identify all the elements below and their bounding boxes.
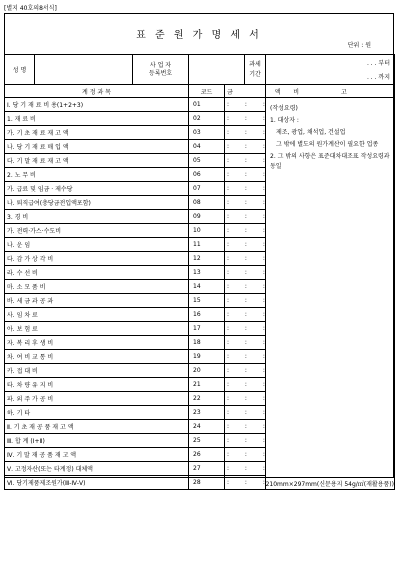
form-title: 표 준 원 가 명 세 서 [136, 30, 262, 41]
account-code: 23 [189, 406, 225, 420]
account-code: 03 [189, 126, 225, 140]
account-item-label: Ⅱ. 기 초 재 공 품 재 고 액 [5, 420, 189, 434]
account-code: 11 [189, 238, 225, 252]
amount-field[interactable]: : : : [225, 252, 266, 266]
account-item-label: 마. 소 모 품 비 [5, 280, 189, 294]
account-code: 19 [189, 350, 225, 364]
name-label: 성 명 [5, 55, 35, 85]
account-code: 27 [189, 462, 225, 476]
amount-field[interactable]: : : : [225, 140, 266, 154]
bizno-label-line2: 등록번호 [148, 69, 173, 77]
remarks-column-header: 비 고 [266, 85, 395, 98]
account-item-label: 사. 임 차 료 [5, 308, 189, 322]
account-item-label: 나. 운 임 [5, 238, 189, 252]
account-code: 26 [189, 448, 225, 462]
account-item-label: 카. 접 대 비 [5, 364, 189, 378]
account-item-label: 나. 퇴직급여(충당금전입액포함) [5, 196, 189, 210]
account-column-header: 계 정 과 목 [5, 85, 189, 98]
amount-field[interactable]: : : : [225, 420, 266, 434]
account-item-label: 자. 복 리 후 생 비 [5, 336, 189, 350]
account-item-label: Ⅰ. 당 기 재 료 비 용(1+2+3) [5, 98, 189, 112]
account-code: 14 [189, 280, 225, 294]
period-label-line2: 기간 [249, 70, 261, 78]
account-item-label: 가. 전력·가스·수도비 [5, 224, 189, 238]
name-field[interactable] [35, 55, 133, 85]
account-code: 16 [189, 308, 225, 322]
notes-item-2: 2. 그 밖의 사항은 표준대차대조표 작성요령과 동일 [270, 153, 390, 170]
account-item-label: 타. 차 량 유 지 비 [5, 378, 189, 392]
amount-field[interactable]: : : : [225, 434, 266, 448]
amount-field[interactable]: : : : [225, 224, 266, 238]
period-to: . . . 까지 [366, 74, 391, 82]
amount-column-header: 금 액 [225, 85, 266, 98]
account-item-label: Ⅴ. 고정자산(또는 타계정) 대체액 [5, 462, 189, 476]
notes-heading: (작성요령) [270, 105, 298, 112]
account-code: 04 [189, 140, 225, 154]
account-code: 22 [189, 392, 225, 406]
account-item-label: 1. 재 료 비 [5, 112, 189, 126]
account-code: 18 [189, 336, 225, 350]
period-label-line1: 과세 [249, 60, 261, 68]
amount-field[interactable]: : : : [225, 378, 266, 392]
notes-item-1-detail: 제조, 광업, 채석업, 건설업 [276, 129, 346, 136]
account-item-label: Ⅳ. 기 말 재 공 품 재 고 액 [5, 448, 189, 462]
account-code: 05 [189, 154, 225, 168]
amount-field[interactable]: : : : [225, 98, 266, 112]
amount-field[interactable]: : : : [225, 196, 266, 210]
account-item-label: 나. 당 기 재 료 매 입 액 [5, 140, 189, 154]
amount-field[interactable]: : : : [225, 112, 266, 126]
amount-field[interactable]: : : : [225, 210, 266, 224]
amount-field[interactable]: : : : [225, 476, 266, 490]
amount-field[interactable]: : : : [225, 168, 266, 182]
account-code: 08 [189, 196, 225, 210]
amount-field[interactable]: : : : [225, 126, 266, 140]
account-item-label: 2. 노 무 비 [5, 168, 189, 182]
amount-field[interactable]: : : : [225, 322, 266, 336]
account-item-label: 다. 기 말 재 료 재 고 액 [5, 154, 189, 168]
bizno-label-line1: 사 업 자 [149, 61, 172, 69]
account-code: 02 [189, 112, 225, 126]
amount-field[interactable]: : : : [225, 266, 266, 280]
account-code: 09 [189, 210, 225, 224]
account-item-label: 아. 보 험 료 [5, 322, 189, 336]
amount-field[interactable]: : : : [225, 364, 266, 378]
amount-field[interactable]: : : : [225, 238, 266, 252]
account-code: 25 [189, 434, 225, 448]
period-label [245, 55, 266, 85]
account-code: 15 [189, 294, 225, 308]
account-code: 20 [189, 364, 225, 378]
account-item-label: 차. 여 비 교 통 비 [5, 350, 189, 364]
amount-field[interactable]: : : : [225, 350, 266, 364]
period-field[interactable] [266, 55, 395, 85]
account-code: 24 [189, 420, 225, 434]
account-item-label: 하. 기 타 [5, 406, 189, 420]
account-item-label: 다. 감 가 상 각 비 [5, 252, 189, 266]
account-item-label: 파. 외 주 가 공 비 [5, 392, 189, 406]
unit-label: 단위 : 원 [347, 42, 371, 49]
account-code: 01 [189, 98, 225, 112]
account-code: 10 [189, 224, 225, 238]
amount-field[interactable]: : : : [225, 280, 266, 294]
account-code: 07 [189, 182, 225, 196]
account-code: 28 [189, 476, 225, 490]
paper-size-footer: 210mm×297mm(신문용지 54g/㎡(재활용품)) [265, 481, 394, 488]
amount-field[interactable]: : : : [225, 294, 266, 308]
amount-field[interactable]: : : : [225, 392, 266, 406]
table-row [5, 98, 395, 112]
amount-field[interactable]: : : : [225, 448, 266, 462]
account-item-label: 가. 급료 및 임금 · 제수당 [5, 182, 189, 196]
account-item-label: Ⅲ. 합 계 (Ⅰ+Ⅱ) [5, 434, 189, 448]
remarks-notes [266, 98, 395, 490]
account-code: 17 [189, 322, 225, 336]
bizno-field[interactable] [189, 55, 245, 85]
amount-field[interactable]: : : : [225, 462, 266, 476]
account-code: 21 [189, 378, 225, 392]
amount-field[interactable]: : : : [225, 406, 266, 420]
account-code: 13 [189, 266, 225, 280]
bizno-label [133, 55, 189, 85]
amount-field[interactable]: : : : [225, 308, 266, 322]
period-from: . . . 부터 [366, 59, 391, 67]
cost-statement-table [4, 54, 395, 490]
account-item-label: Ⅵ. 당기제품제조원가(Ⅲ-Ⅳ-Ⅴ) [5, 476, 189, 490]
account-item-label: 바. 세 금 과 공 과 [5, 294, 189, 308]
notes-item-1: 1. 대상자 : [270, 117, 299, 124]
amount-field[interactable]: : : : [225, 182, 266, 196]
code-column-header: 코드 [189, 85, 225, 98]
amount-field[interactable]: : : : [225, 154, 266, 168]
account-code: 12 [189, 252, 225, 266]
amount-field[interactable]: : : : [225, 336, 266, 350]
form-number-label: [별지 40호의8서식] [4, 5, 57, 12]
account-code: 06 [189, 168, 225, 182]
notes-item-1-detail-2: 그 밖에 별도의 원가계산이 필요한 업종 [276, 141, 379, 148]
account-item-label: 가. 기 초 재 료 재 고 액 [5, 126, 189, 140]
account-item-label: 3. 경 비 [5, 210, 189, 224]
account-item-label: 라. 수 선 비 [5, 266, 189, 280]
